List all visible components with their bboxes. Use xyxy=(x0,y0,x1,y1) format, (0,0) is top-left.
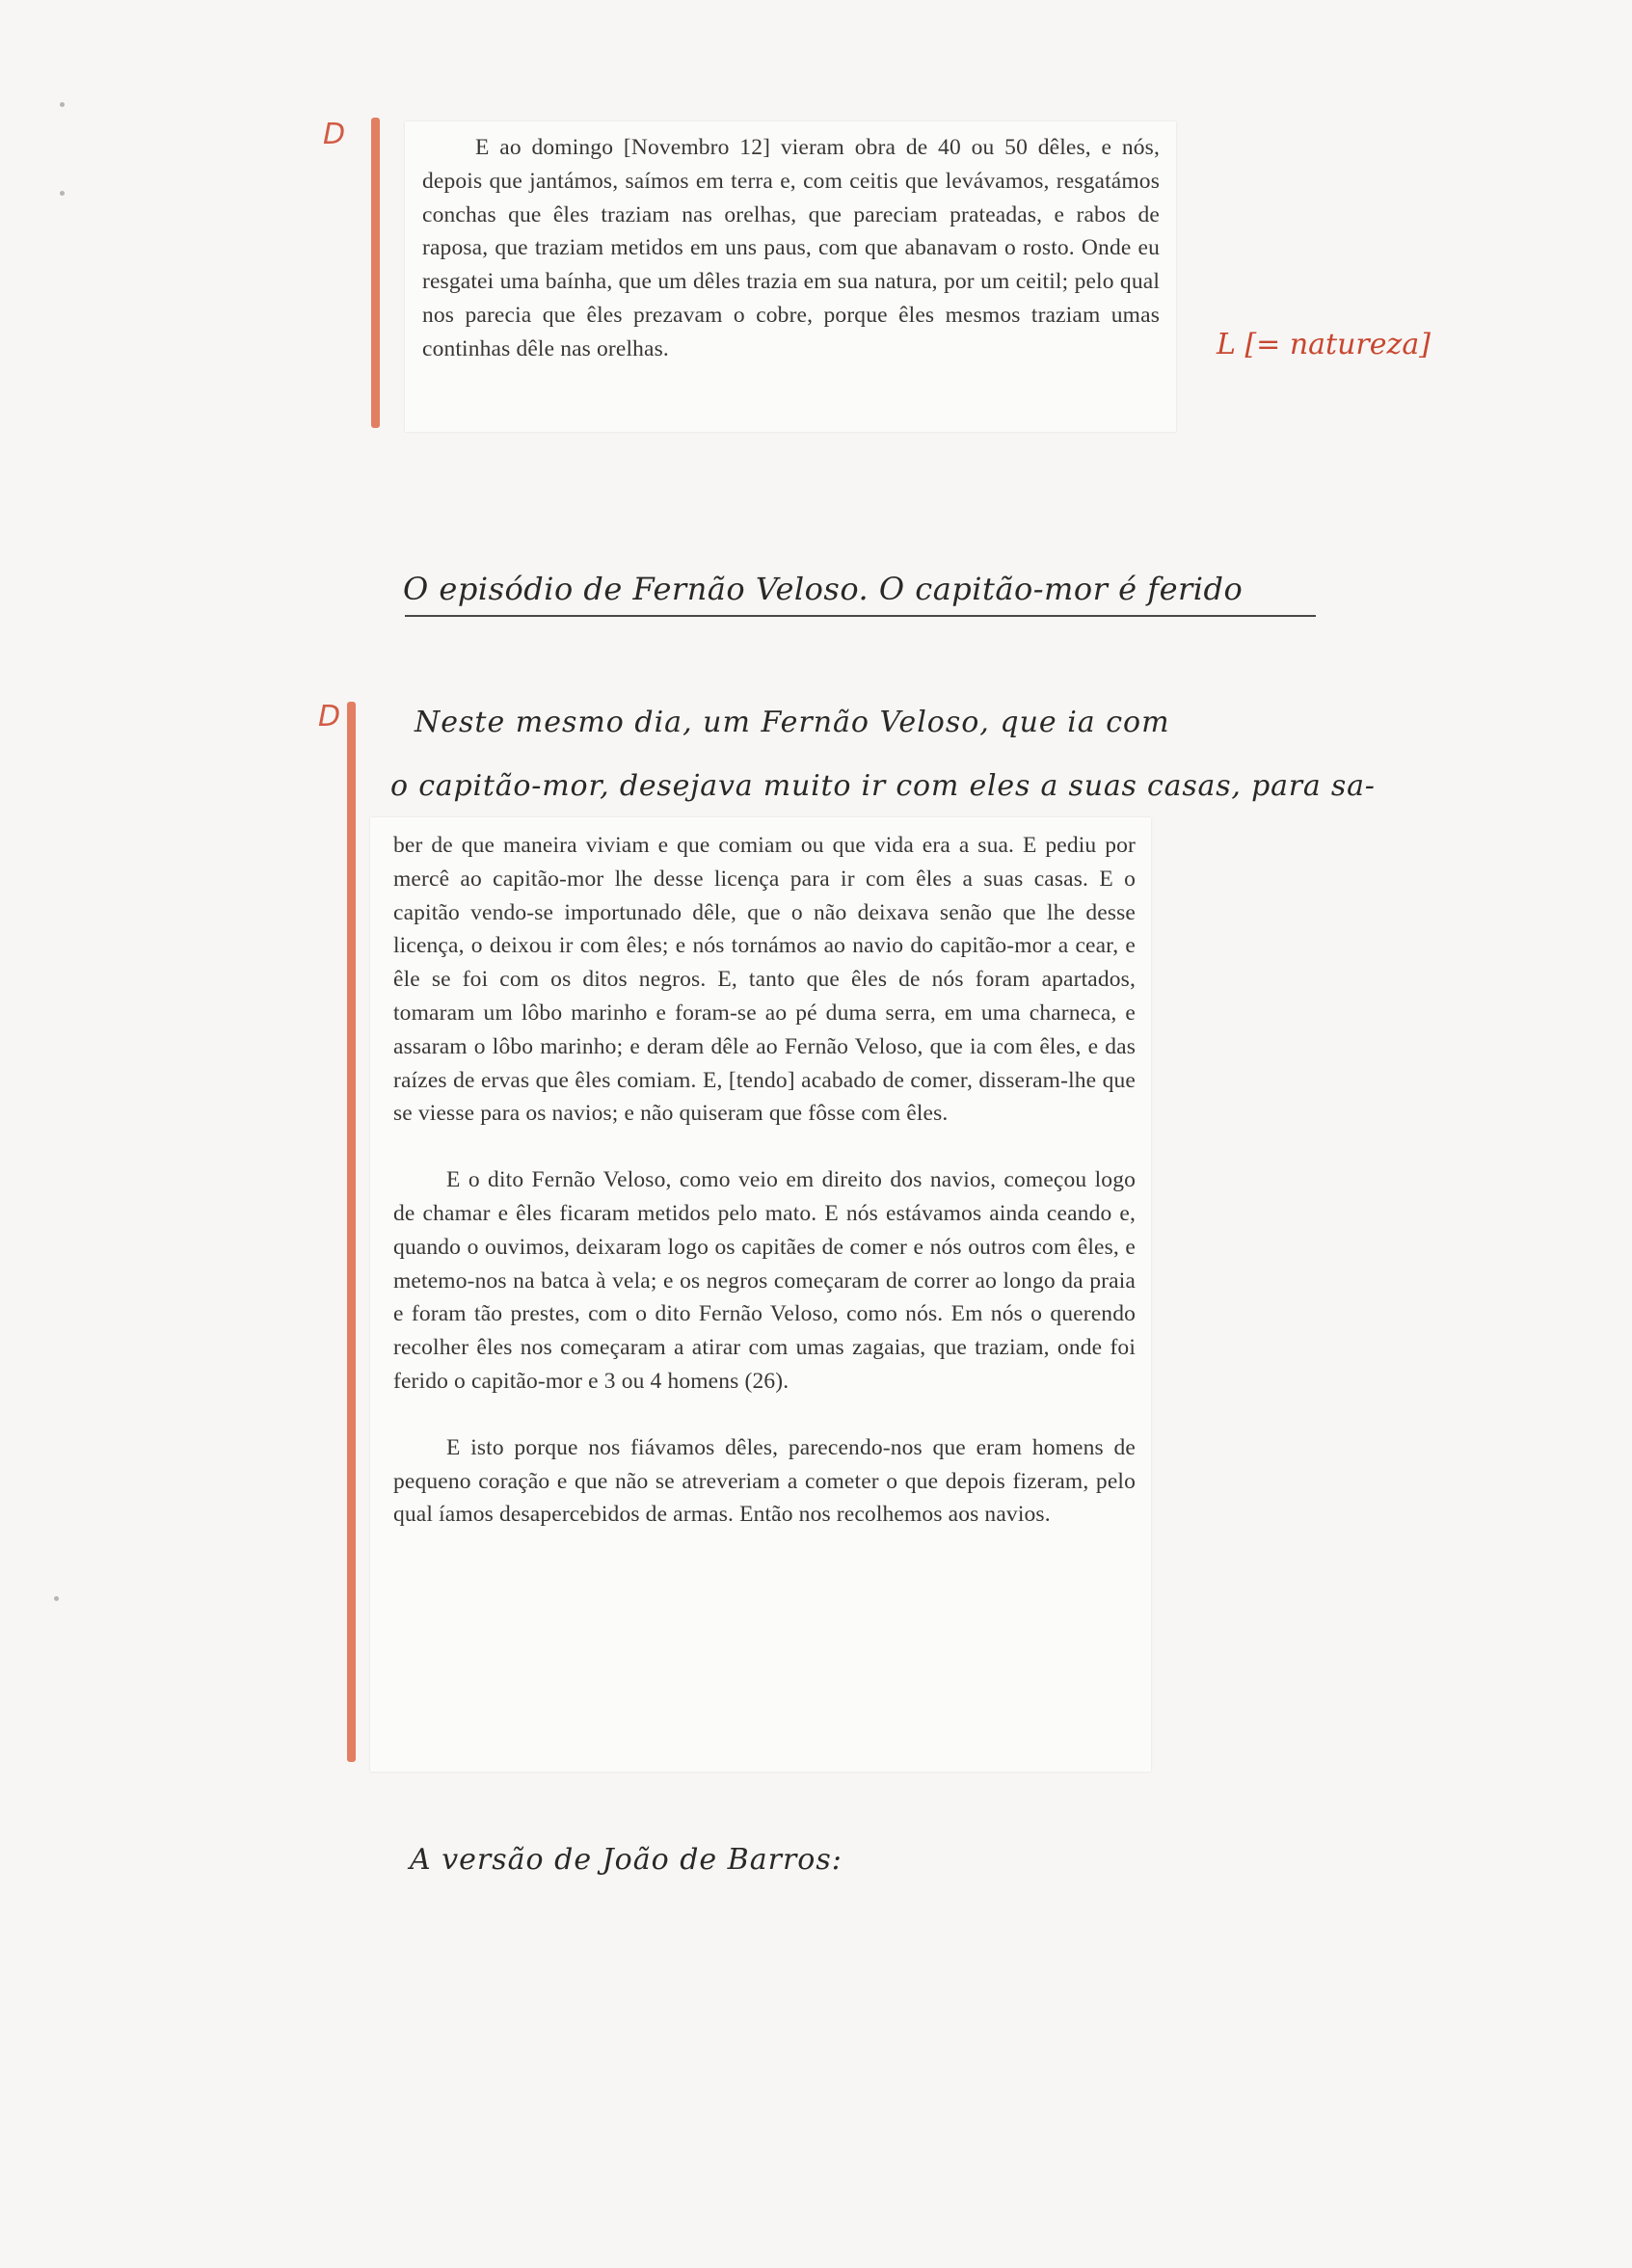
handwritten-line: Neste mesmo dia, um Fernão Veloso, que ia com xyxy=(415,706,1170,739)
margin-speck xyxy=(60,191,65,196)
text-clipping-2 xyxy=(370,817,1151,1772)
margin-mark-d: D xyxy=(323,118,346,151)
clipping-paragraph: E ao domingo [Novembro 12] vieram obra de 40 ou 50 dêles, e nós, depois que jantámos, saímos em terra e, com ceitis que levávamos, resgatámos conchas que êles traziam nas orelhas, que pareciam prateadas, e rabos de raposa, que traziam metidos em uns paus, com que abanavam o rosto. Onde eu resgatei uma baínha, que um dêles trazia em sua natura, por um ceitil; pelo qual nos parecia que êles prezavam o cobre, porque êles mesmos traziam umas continhas dêle nas orelhas. xyxy=(422,135,1160,361)
clipping-paragraph: E o dito Fernão Veloso, como veio em direito dos navios, começou logo de chamar e êles ficaram metidos pelo mato. E nós estávamos ainda ceando e, quando o ouvimos, deixaram logo os capitães de comer e nós outros com êles, e metemo-nos na batca à vela; e os negros começaram de correr ao longo da praia e foram tão prestes, com o dito Fernão Veloso, como nós. Em nós o querendo recolher êles nos começaram a atirar com umas zagaias, que traziam, onde foi ferido o capitão-mor e 3 ou 4 homens (26). xyxy=(393,1167,1136,1394)
clipping-paragraph: ber de que maneira viviam e que comiam ou que vida era a sua. E pediu por mercê ao capitão-mor lhe desse licença para ir com êles a suas casas. E o capitão vendo-se importunado dêle, que o não deixava senão que lhe desse licença, o deixou ir com êles; e nós tornámos ao navio do capitão-mor a cear, e êle se foi com os ditos negros. E, tanto que êles de nós foram apartados, tomaram um lôbo marinho e foram-se ao pé duma serra, em uma charneca, e assaram o lôbo marinho; e deram dêle ao Fernão Veloso, que ia com êles, e das raízes de ervas que êles comiam. E, [tendo] acabado de comer, disseram-lhe que se viesse para os navios; e não quiseram que fôsse com êles. xyxy=(393,833,1136,1127)
margin-mark-d: D xyxy=(318,700,341,734)
text-clipping-1 xyxy=(405,121,1176,432)
heading-underline xyxy=(405,615,1316,617)
red-margin-bar xyxy=(347,702,356,1762)
handwritten-line: o capitão-mor, desejava muito ir com eles a suas casas, para sa- xyxy=(390,769,1376,803)
handwritten-footer: A versão de João de Barros: xyxy=(410,1843,843,1877)
red-margin-bar xyxy=(371,118,380,428)
clipping-paragraph: E isto porque nos fiávamos dêles, parecendo-nos que eram homens de pequeno coração e que não se atreveriam a cometer o que depois fizeram, pelo qual íamos desapercebidos de armas. Então nos recolhemos aos navios. xyxy=(393,1434,1136,1528)
margin-speck xyxy=(54,1596,59,1601)
margin-note: L [= natureza] xyxy=(1217,328,1431,361)
margin-speck xyxy=(60,102,65,107)
section-heading: O episódio de Fernão Veloso. O capitão-mor é ferido xyxy=(403,571,1244,607)
